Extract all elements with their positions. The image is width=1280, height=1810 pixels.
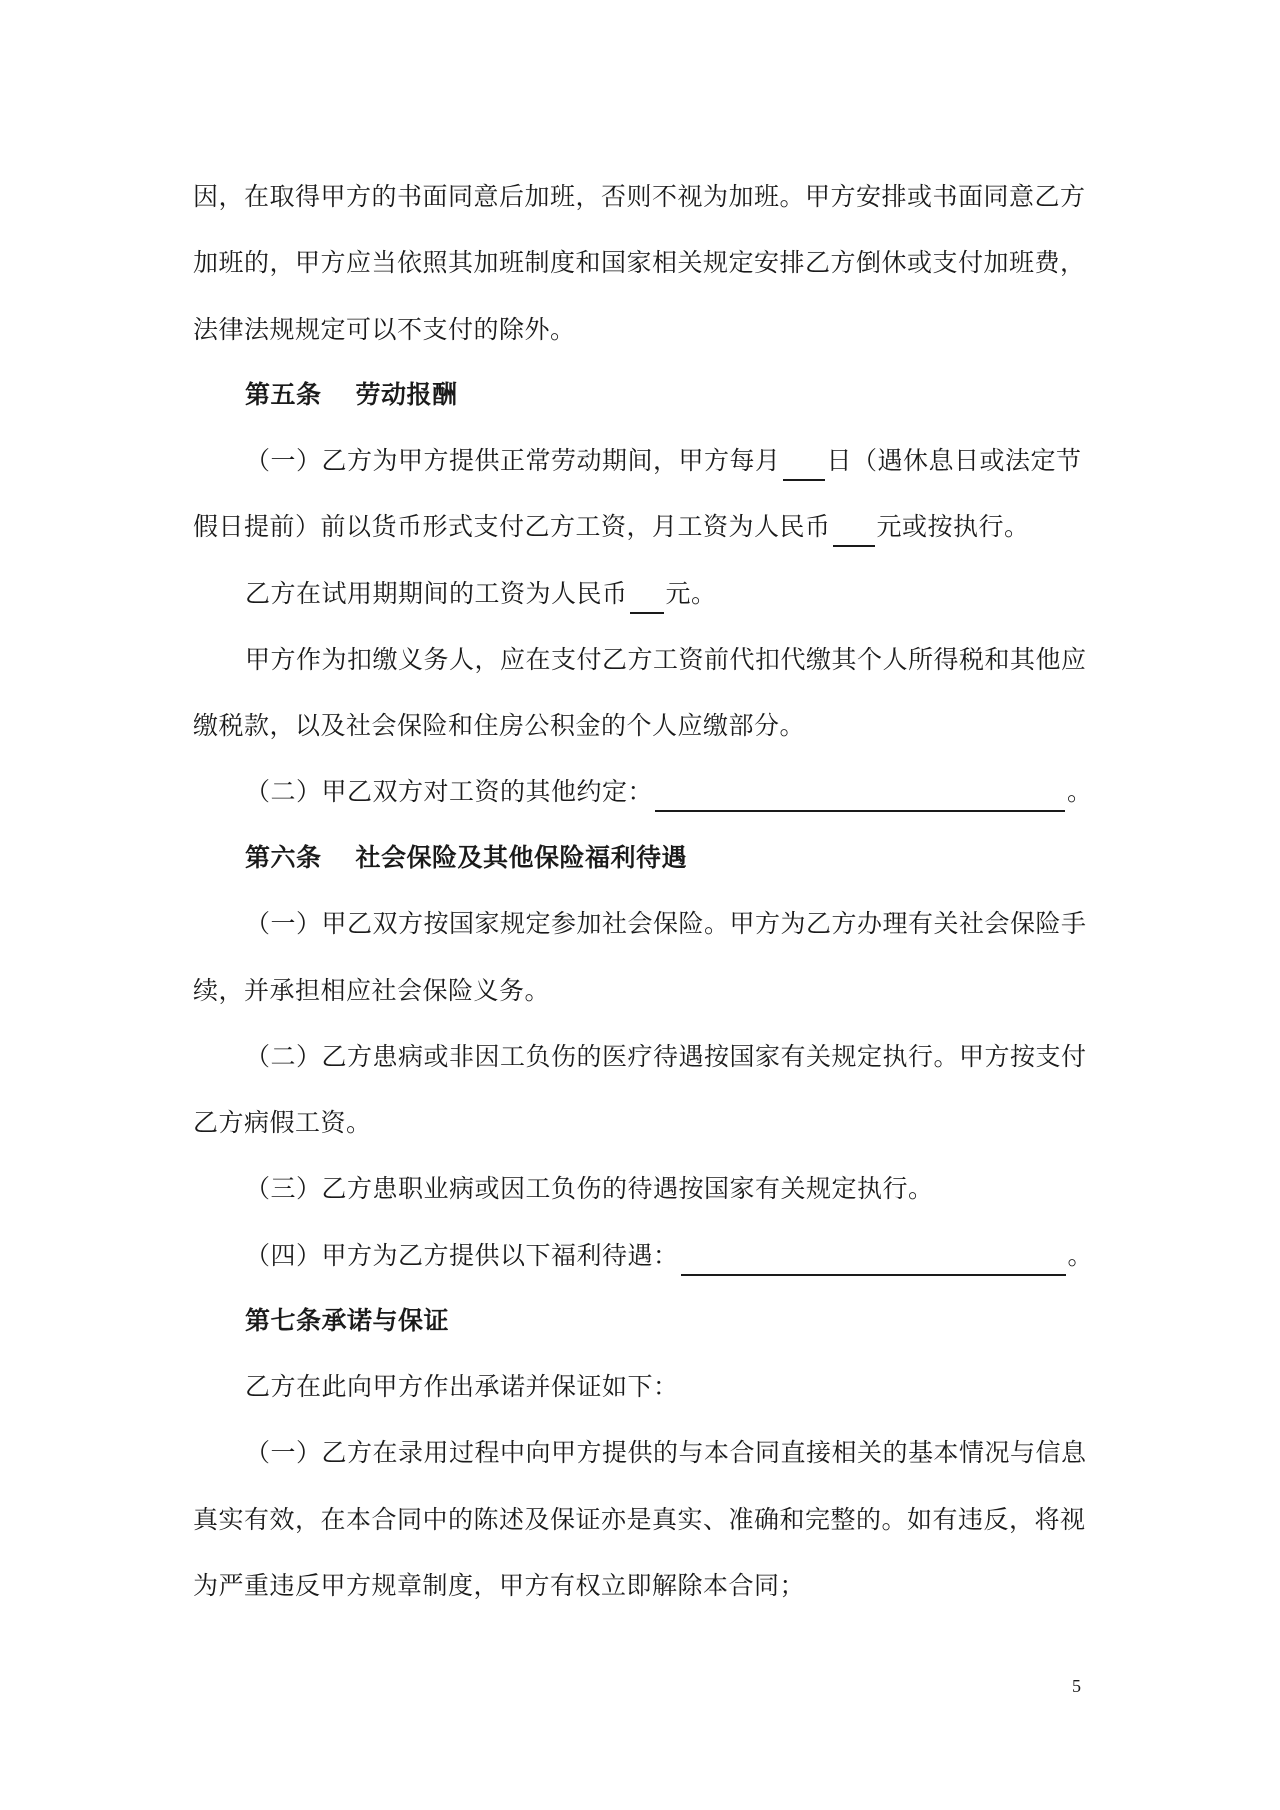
article-title: 劳动报酬: [355, 380, 458, 409]
paragraph-line: 甲方作为扣缴义务人，应在支付乙方工资前代扣代缴其个人所得税和其他应: [245, 645, 1087, 674]
paragraph-line: 乙方在此向甲方作出承诺并保证如下：: [245, 1372, 679, 1401]
page-number: 5: [1072, 1676, 1081, 1696]
payday-blank: [783, 449, 825, 481]
clause-text: 元或按执行。: [876, 512, 1030, 541]
article-title: 社会保险及其他保险福利待遇: [355, 843, 688, 872]
clause-line: [193, 507, 1093, 547]
monthly-salary-blank: [833, 515, 875, 547]
paragraph-line: 因，在取得甲方的书面同意后加班，否则不视为加班。甲方安排或书面同意乙方: [193, 182, 1086, 211]
clause-text: 乙方在试用期期间的工资为人民币: [245, 579, 628, 608]
clause-text: （四）甲方为乙方提供以下福利待遇：: [245, 1241, 679, 1270]
paragraph-line: （一）甲乙双方按国家规定参加社会保险。甲方为乙方办理有关社会保险手: [245, 909, 1087, 938]
clause-line: [245, 441, 1145, 481]
clause-text: 。: [1067, 777, 1093, 806]
paragraph-line: 真实有效，在本合同中的陈述及保证亦是真实、准确和完整的。如有违反，将视: [193, 1505, 1086, 1534]
clause-text: （二）甲乙双方对工资的其他约定：: [245, 777, 654, 806]
clause-line: [245, 772, 1145, 812]
other-salary-terms-blank: [655, 780, 1065, 812]
probation-salary-blank: [630, 582, 664, 614]
paragraph-line: （三）乙方患职业病或因工负伤的待遇按国家有关规定执行。: [245, 1174, 934, 1203]
paragraph-line: （二）乙方患病或非因工负伤的医疗待遇按国家有关规定执行。甲方按支付: [245, 1042, 1087, 1071]
paragraph-line: 续，并承担相应社会保险义务。: [193, 976, 551, 1005]
paragraph-line: 缴税款，以及社会保险和住房公积金的个人应缴部分。: [193, 711, 806, 740]
benefits-blank: [681, 1244, 1066, 1276]
article-number: 第五条: [245, 380, 322, 409]
clause-line: [245, 1236, 1145, 1276]
clause-text: （一）乙方为甲方提供正常劳动期间，甲方每月: [245, 446, 781, 475]
paragraph-line: 为严重违反甲方规章制度，甲方有权立即解除本合同；: [193, 1571, 806, 1600]
paragraph-line: （一）乙方在录用过程中向甲方提供的与本合同直接相关的基本情况与信息: [245, 1438, 1087, 1467]
article-7-heading: 第七条承诺与保证: [245, 1306, 450, 1335]
clause-text: 假日提前）前以货币形式支付乙方工资，月工资为人民币: [193, 512, 831, 541]
paragraph-line: 加班的，甲方应当依照其加班制度和国家相关规定安排乙方倒休或支付加班费，: [193, 248, 1086, 277]
paragraph-line: 法律法规规定可以不支付的除外。: [193, 315, 576, 344]
clause-line: [245, 574, 1145, 614]
article-6-heading: [245, 838, 1145, 878]
clause-text: 。: [1067, 1241, 1094, 1270]
paragraph-line: 乙方病假工资。: [193, 1108, 372, 1137]
clause-text: 日（遇休息日或法定节: [826, 446, 1082, 475]
clause-text: 元。: [665, 579, 717, 608]
article-5-heading: [245, 375, 1145, 415]
article-number: 第六条: [245, 843, 322, 872]
